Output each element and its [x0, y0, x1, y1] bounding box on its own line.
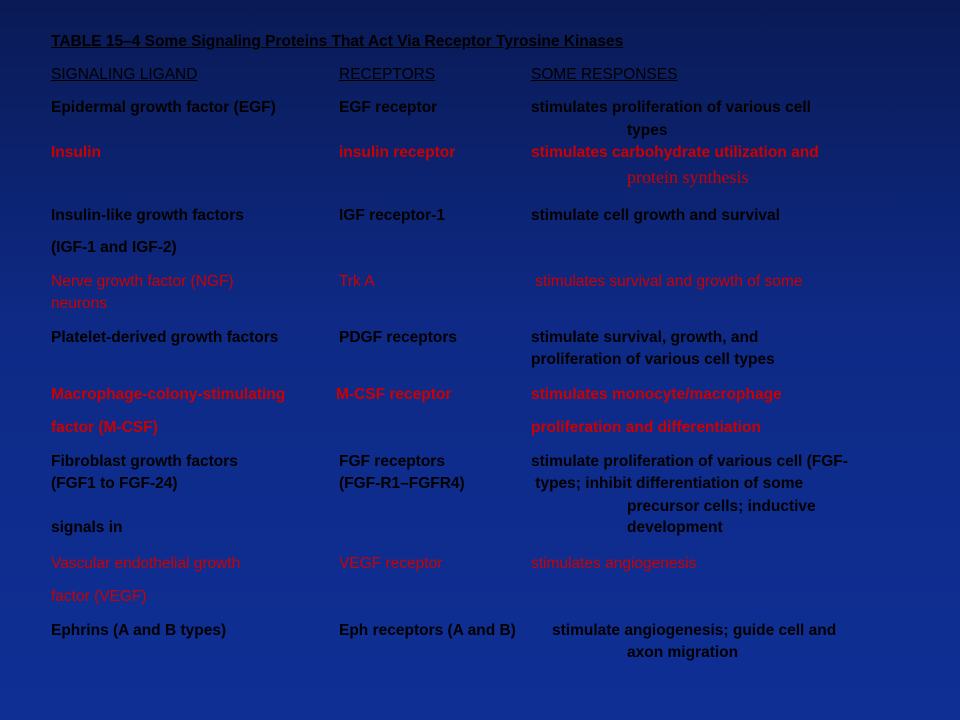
ngf-response-line-2: neurons	[51, 295, 108, 312]
header-responses: SOME RESPONSES	[531, 66, 678, 83]
pdgf-ligand: Platelet-derived growth factors	[51, 329, 279, 346]
egf-response-line-2: types	[627, 122, 668, 139]
mcsf-response-line-2: proliferation and differentiation	[531, 419, 761, 436]
ephrins-response-line-1: stimulate angiogenesis; guide cell and	[552, 622, 837, 639]
fgf-response-line-1: stimulate proliferation of various cell (FGF-	[531, 453, 848, 470]
fgf-response-line-4: development	[627, 519, 723, 536]
mcsf-response-line-1: stimulates monocyte/macrophage	[531, 386, 782, 403]
pdgf-response-line-1: stimulate survival, growth, and	[531, 329, 759, 346]
vegf-ligand-line-1: Vascular endothelial growth	[51, 555, 241, 572]
header-receptors: RECEPTORS	[339, 66, 436, 83]
insulin-receptor: insulin receptor	[339, 144, 456, 161]
table-title: TABLE 15–4 Some Signaling Proteins That Act Via Receptor Tyrosine Kinases	[51, 33, 624, 50]
igf-receptor: IGF receptor-1	[339, 207, 445, 224]
header-ligand: SIGNALING LIGAND	[51, 66, 198, 83]
insulin-ligand: Insulin	[51, 144, 101, 161]
fgf-ligand-line-2: (FGF1 to FGF-24)	[51, 475, 178, 492]
egf-receptor: EGF receptor	[339, 99, 438, 116]
fgf-ligand-line-3: signals in	[51, 519, 123, 536]
igf-ligand-line-2: (IGF-1 and IGF-2)	[51, 239, 177, 256]
mcsf-receptor: M-CSF receptor	[336, 386, 452, 403]
pdgf-receptor: PDGF receptors	[339, 329, 458, 346]
ngf-ligand: Nerve growth factor (NGF)	[51, 273, 234, 290]
fgf-response-line-3: precursor cells; inductive	[627, 498, 816, 515]
ngf-response-line-1: stimulates survival and growth of some	[531, 273, 803, 290]
igf-ligand-line-1: Insulin-like growth factors	[51, 207, 244, 224]
vegf-response-line-1: stimulates angiogenesis	[531, 555, 697, 572]
egf-ligand: Epidermal growth factor (EGF)	[51, 99, 276, 116]
ephrins-response-line-2: axon migration	[627, 644, 739, 661]
insulin-response-line-1: stimulates carbohydrate utilization and	[531, 144, 819, 161]
fgf-response-line-2: types; inhibit differentiation of some	[531, 475, 804, 492]
ephrins-ligand: Ephrins (A and B types)	[51, 622, 227, 639]
mcsf-ligand-line-1: Macrophage-colony-stimulating	[51, 386, 286, 403]
fgf-ligand-line-1: Fibroblast growth factors	[51, 453, 238, 470]
ephrins-receptor: Eph receptors (A and B)	[339, 622, 516, 639]
fgf-receptor-line-2: (FGF-R1–FGFR4)	[339, 475, 465, 492]
egf-response-line-1: stimulates proliferation of various cell	[531, 99, 811, 116]
vegf-ligand-line-2: factor (VEGF)	[51, 588, 147, 605]
mcsf-ligand-line-2: factor (M-CSF)	[51, 419, 158, 436]
ngf-receptor: Trk A	[339, 273, 375, 290]
vegf-receptor: VEGF receptor	[339, 555, 443, 572]
insulin-response-line-2: protein synthesis	[627, 167, 749, 187]
fgf-receptor-line-1: FGF receptors	[339, 453, 445, 470]
igf-response-line-1: stimulate cell growth and survival	[531, 207, 780, 224]
pdgf-response-line-2: proliferation of various cell types	[531, 351, 775, 368]
